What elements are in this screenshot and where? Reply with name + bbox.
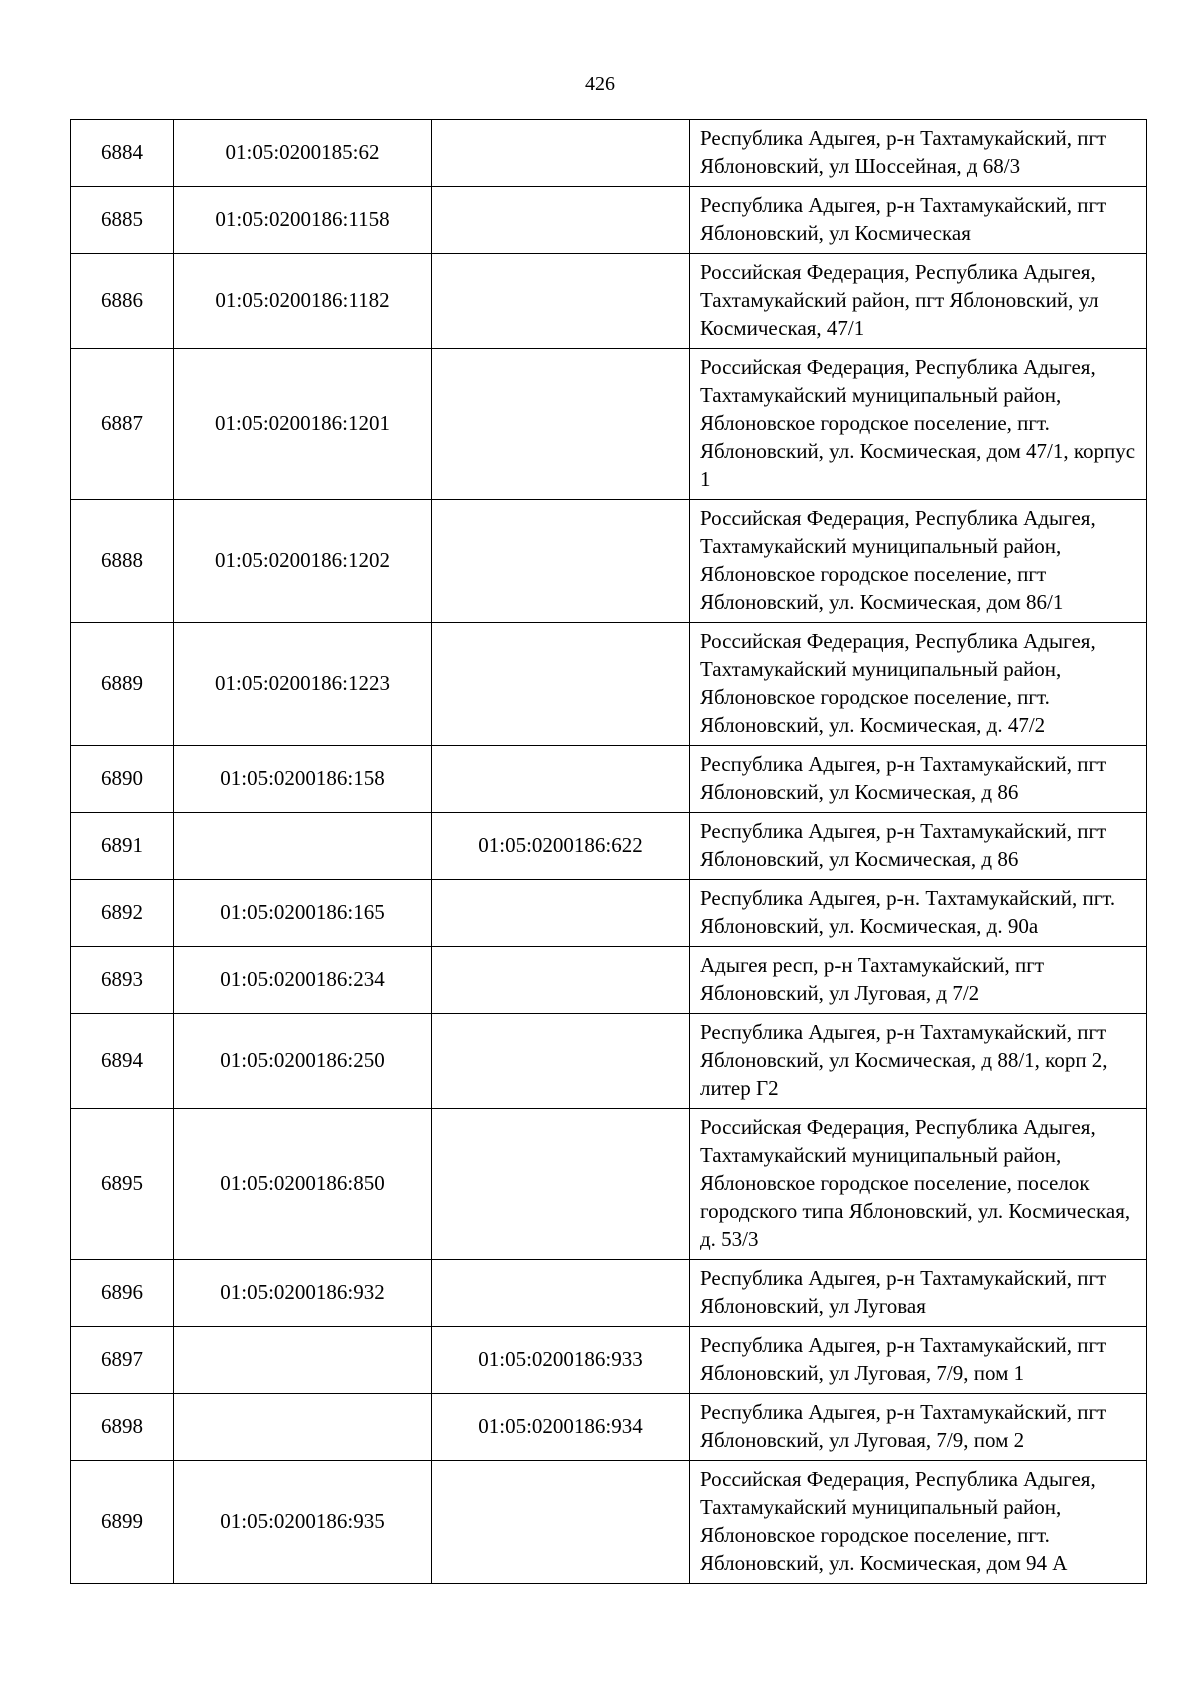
row-number-cell: 6899 (71, 1461, 174, 1584)
row-number-cell: 6892 (71, 880, 174, 947)
page-number: 426 (585, 73, 615, 95)
related-cadastral-number-cell: 01:05:0200186:622 (432, 813, 690, 880)
table-row (71, 880, 1147, 947)
row-number-cell: 6894 (71, 1014, 174, 1109)
related-cadastral-number-cell (432, 349, 690, 500)
cadastral-number-cell: 01:05:0200186:165 (174, 880, 432, 947)
address-cell: Республика Адыгея, р-н Тахтамукайский, пгт Яблоновский, ул Шоссейная, д 68/3 (690, 120, 1147, 187)
table-row (71, 1394, 1147, 1461)
cadastral-number-cell: 01:05:0200186:250 (174, 1014, 432, 1109)
related-cadastral-number-cell (432, 500, 690, 623)
related-cadastral-number-cell (432, 1109, 690, 1260)
address-cell: Российская Федерация, Республика Адыгея, Тахтамукайский муниципальный район, Яблоновское городское поселение, пгт. Яблоновский, ул. Космическая, дом 47/1, корпус 1 (690, 349, 1147, 500)
row-number-cell: 6890 (71, 746, 174, 813)
row-number-cell: 6885 (71, 187, 174, 254)
related-cadastral-number-cell: 01:05:0200186:934 (432, 1394, 690, 1461)
cadastral-number-cell: 01:05:0200186:1223 (174, 623, 432, 746)
row-number-cell: 6895 (71, 1109, 174, 1260)
related-cadastral-number-cell (432, 120, 690, 187)
table-row (71, 120, 1147, 187)
row-number-cell: 6898 (71, 1394, 174, 1461)
table-row (71, 349, 1147, 500)
cadastral-number-cell: 01:05:0200186:1158 (174, 187, 432, 254)
cadastral-number-cell: 01:05:0200186:158 (174, 746, 432, 813)
row-number-cell: 6889 (71, 623, 174, 746)
table-row (71, 813, 1147, 880)
address-cell: Российская Федерация, Республика Адыгея, Тахтамукайский муниципальный район, Яблоновское городское поселение, поселок городского типа Яблоновский, ул. Космическая, д. 53/3 (690, 1109, 1147, 1260)
related-cadastral-number-cell (432, 623, 690, 746)
row-number-cell: 6891 (71, 813, 174, 880)
cadastral-number-cell: 01:05:0200186:935 (174, 1461, 432, 1584)
row-number-cell: 6886 (71, 254, 174, 349)
address-cell: Республика Адыгея, р-н Тахтамукайский, пгт Яблоновский, ул Луговая, 7/9, пом 1 (690, 1327, 1147, 1394)
table-row (71, 623, 1147, 746)
cadastral-number-cell: 01:05:0200186:1202 (174, 500, 432, 623)
address-cell: Республика Адыгея, р-н. Тахтамукайский, пгт. Яблоновский, ул. Космическая, д. 90а (690, 880, 1147, 947)
row-number-cell: 6887 (71, 349, 174, 500)
table-row (71, 1014, 1147, 1109)
cadastral-number-cell: 01:05:0200186:932 (174, 1260, 432, 1327)
address-cell: Республика Адыгея, р-н Тахтамукайский, пгт Яблоновский, ул Космическая, д 86 (690, 813, 1147, 880)
cadastral-number-cell (174, 813, 432, 880)
related-cadastral-number-cell (432, 746, 690, 813)
address-cell: Российская Федерация, Республика Адыгея, Тахтамукайский муниципальный район, Яблоновское городское поселение, пгт. Яблоновский, ул. Космическая, д. 47/2 (690, 623, 1147, 746)
registry-table (70, 119, 1147, 1584)
address-cell: Адыгея респ, р-н Тахтамукайский, пгт Яблоновский, ул Луговая, д 7/2 (690, 947, 1147, 1014)
cadastral-number-cell: 01:05:0200186:234 (174, 947, 432, 1014)
table-row (71, 254, 1147, 349)
address-cell: Российская Федерация, Республика Адыгея, Тахтамукайский муниципальный район, Яблоновское городское поселение, пгт. Яблоновский, ул. Космическая, дом 94 А (690, 1461, 1147, 1584)
row-number-cell: 6897 (71, 1327, 174, 1394)
cadastral-number-cell: 01:05:0200186:850 (174, 1109, 432, 1260)
related-cadastral-number-cell (432, 254, 690, 349)
address-cell: Республика Адыгея, р-н Тахтамукайский, пгт Яблоновский, ул Космическая, д 88/1, корп 2, литер Г2 (690, 1014, 1147, 1109)
related-cadastral-number-cell (432, 1014, 690, 1109)
related-cadastral-number-cell (432, 187, 690, 254)
address-cell: Республика Адыгея, р-н Тахтамукайский, пгт Яблоновский, ул Луговая, 7/9, пом 2 (690, 1394, 1147, 1461)
table-row (71, 1109, 1147, 1260)
related-cadastral-number-cell (432, 947, 690, 1014)
related-cadastral-number-cell (432, 1461, 690, 1584)
table-row (71, 947, 1147, 1014)
address-cell: Российская Федерация, Республика Адыгея, Тахтамукайский район, пгт Яблоновский, ул Космическая, 47/1 (690, 254, 1147, 349)
table-row (71, 1260, 1147, 1327)
related-cadastral-number-cell (432, 1260, 690, 1327)
table-row (71, 1327, 1147, 1394)
table-row (71, 1461, 1147, 1584)
table-row (71, 746, 1147, 813)
row-number-cell: 6884 (71, 120, 174, 187)
table-row (71, 187, 1147, 254)
related-cadastral-number-cell (432, 880, 690, 947)
row-number-cell: 6893 (71, 947, 174, 1014)
address-cell: Республика Адыгея, р-н Тахтамукайский, пгт Яблоновский, ул Космическая, д 86 (690, 746, 1147, 813)
address-cell: Республика Адыгея, р-н Тахтамукайский, пгт Яблоновский, ул Луговая (690, 1260, 1147, 1327)
cadastral-number-cell (174, 1327, 432, 1394)
row-number-cell: 6888 (71, 500, 174, 623)
address-cell: Республика Адыгея, р-н Тахтамукайский, пгт Яблоновский, ул Космическая (690, 187, 1147, 254)
cadastral-number-cell: 01:05:0200186:1201 (174, 349, 432, 500)
address-cell: Российская Федерация, Республика Адыгея, Тахтамукайский муниципальный район, Яблоновское городское поселение, пгт Яблоновский, ул. Космическая, дом 86/1 (690, 500, 1147, 623)
cadastral-number-cell: 01:05:0200186:1182 (174, 254, 432, 349)
related-cadastral-number-cell: 01:05:0200186:933 (432, 1327, 690, 1394)
table-row (71, 500, 1147, 623)
cadastral-number-cell: 01:05:0200185:62 (174, 120, 432, 187)
cadastral-number-cell (174, 1394, 432, 1461)
row-number-cell: 6896 (71, 1260, 174, 1327)
